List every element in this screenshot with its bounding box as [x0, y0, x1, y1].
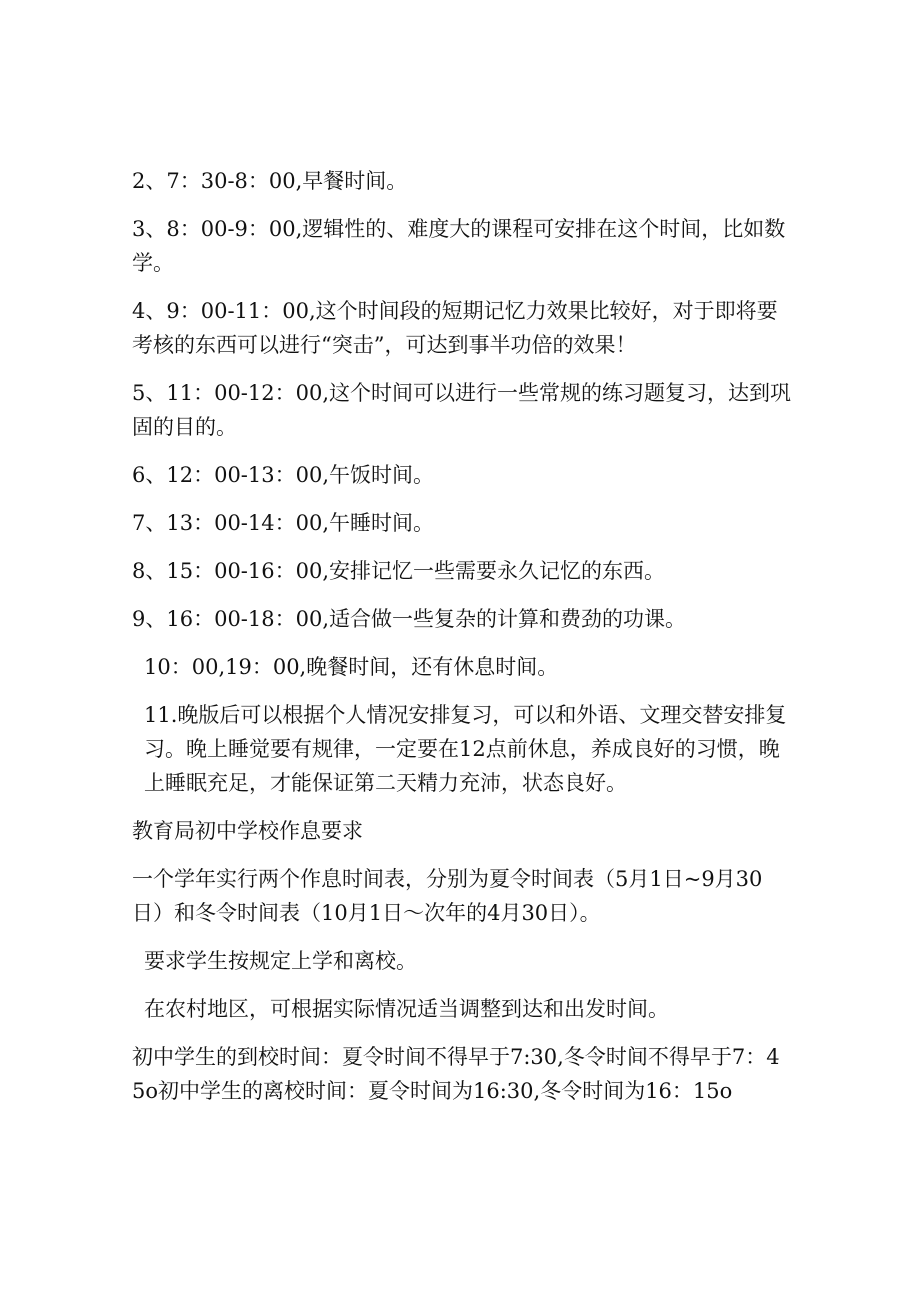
- paragraph-4: 5、11：00-12：00,这个时间可以进行一些常规的练习题复习，达到巩固的目的。: [132, 381, 792, 439]
- paragraph-12: 一个学年实行两个作息时间表，分别为夏令时间表（5月1日~9月30日）和冬令时间表（10月1日～次年的4月30日）。: [132, 867, 763, 925]
- paragraph-15: 初中学生的到校时间：夏令时间不得早于7:30,冬令时间不得早于7：45o初中学生的离校时间：夏令时间为16:30,冬令时间为16：15o: [132, 1045, 780, 1103]
- paragraph-7: 8、15：00-16：00,安排记忆一些需要永久记忆的东西。: [132, 559, 666, 583]
- paragraph-9: 10：00,19：00,晚餐时间，还有休息时间。: [144, 655, 559, 679]
- paragraph-2: 3、8：00-9：00,逻辑性的、难度大的课程可安排在这个时间，比如数学。: [132, 217, 786, 275]
- paragraph-3: 4、9：00-11：00,这个时间段的短期记忆力效果比较好，对于即将要考核的东西可以进行“突击”，可达到事半功倍的效果！: [132, 299, 778, 357]
- section-heading: 教育局初中学校作息要求: [132, 819, 363, 843]
- paragraph-6: 7、13：00-14：00,午睡时间。: [132, 511, 435, 535]
- paragraph-14: 在农村地区，可根据实际情况适当调整到达和出发时间。: [144, 997, 669, 1021]
- paragraph-1: 2、7：30-8：00,早餐时间。: [132, 169, 408, 193]
- paragraph-5: 6、12：00-13：00,午饭时间。: [132, 463, 435, 487]
- paragraph-8: 9、16：00-18：00,适合做一些复杂的计算和费劲的功课。: [132, 607, 687, 631]
- document-body: [132, 164, 792, 1122]
- paragraph-10: 11.晚版后可以根据个人情况安排复习，可以和外语、文理交替安排复习。晚上睡觉要有规律，一定要在12点前休息，养成良好的习惯，晚上睡眠充足，才能保证第二天精力充沛，状态良好。: [144, 703, 787, 795]
- paragraph-13: 要求学生按规定上学和离校。: [144, 949, 417, 973]
